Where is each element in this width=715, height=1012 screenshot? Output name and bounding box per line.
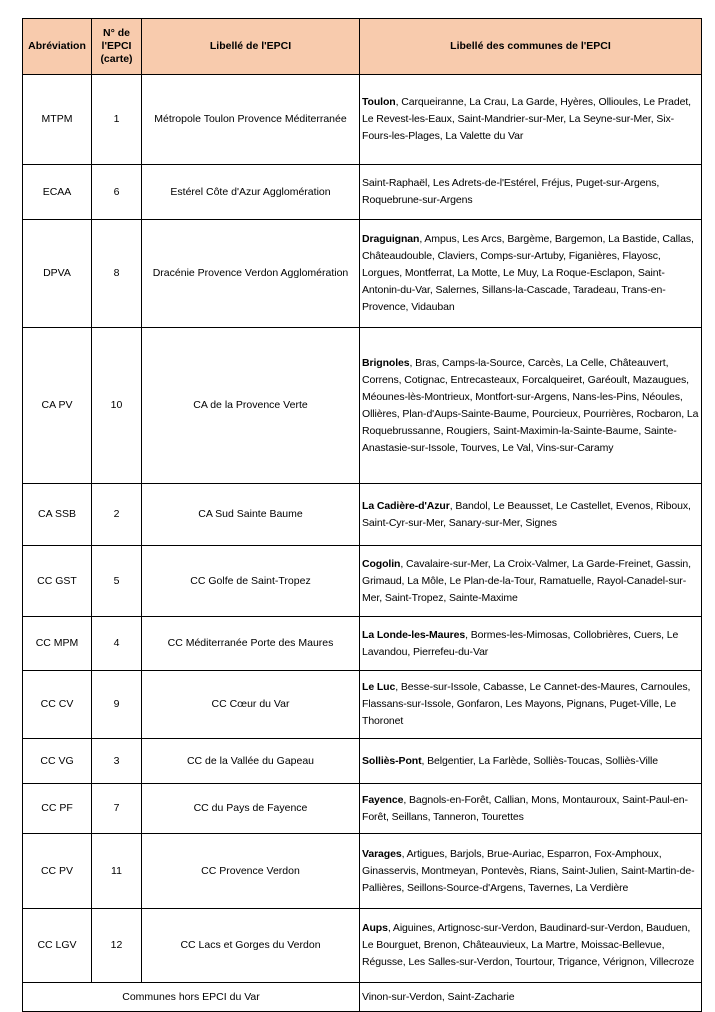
chef-lieu: Varages <box>362 847 402 860</box>
number-cell: 7 <box>92 784 142 834</box>
table-row <box>23 834 702 909</box>
communes-cell <box>360 617 702 671</box>
communes-cell <box>360 671 702 739</box>
communes-cell <box>360 739 702 784</box>
communes-list: , Besse-sur-Issole, Cabasse, Le Cannet-des-Maures, Carnoules, Flassans-sur-Issole, Gonfaron, Les Mayons, Pignans, Puget-Ville, Le Thoronet <box>362 681 691 727</box>
abbreviation-cell: CA PV <box>23 328 92 484</box>
hors-epci-label: Communes hors EPCI du Var <box>23 983 360 1012</box>
chef-lieu: Solliès-Pont <box>362 754 422 767</box>
header-number: N° de l'EPCI (carte) <box>92 19 142 75</box>
epci-label-cell: CC Lacs et Gorges du Verdon <box>142 909 360 983</box>
epci-label-cell: CC Cœur du Var <box>142 671 360 739</box>
header-row <box>23 19 702 75</box>
chef-lieu: La Cadière-d'Azur <box>362 499 450 512</box>
number-cell: 9 <box>92 671 142 739</box>
epci-label-cell: CC Golfe de Saint-Tropez <box>142 546 360 617</box>
number-cell: 8 <box>92 220 142 328</box>
abbreviation-cell: MTPM <box>23 75 92 165</box>
abbreviation-cell: CC CV <box>23 671 92 739</box>
footer-row <box>23 983 702 1012</box>
epci-label-cell: CA de la Provence Verte <box>142 328 360 484</box>
epci-label-cell: CC Provence Verdon <box>142 834 360 909</box>
number-cell: 2 <box>92 484 142 546</box>
communes-list: , Ampus, Les Arcs, Bargème, Bargemon, La Bastide, Callas, Châteaudouble, Claviers, Comps-sur-Artuby, Figanières, Flayosc, Lorgues, Montferrat, La Motte, Le Muy, La Roque-Esclapon, Saint-Antonin-du-Var, Salernes, Sillans-la-Cascade, Taradeau, Trans-en-Provence, Vidauban <box>362 233 694 313</box>
communes-list: Saint-Raphaël, Les Adrets-de-l'Estérel, Fréjus, Puget-sur-Argens, Roquebrune-sur-Argens <box>362 177 660 206</box>
communes-cell <box>360 834 702 909</box>
header-communes: Libellé des communes de l'EPCI <box>360 19 702 75</box>
epci-label-cell: CC de la Vallée du Gapeau <box>142 739 360 784</box>
chef-lieu: Draguignan <box>362 233 420 245</box>
communes-list: , Belgentier, La Farlède, Solliès-Toucas, Solliès-Ville <box>421 754 658 767</box>
communes-list: , Bandol, Le Beausset, Le Castellet, Evenos, Riboux, Saint-Cyr-sur-Mer, Sanary-sur-Mer, Signes <box>362 499 691 529</box>
table-row <box>23 165 702 220</box>
abbreviation-cell: CC PV <box>23 834 92 909</box>
communes-list: , Cavalaire-sur-Mer, La Croix-Valmer, La Garde-Freinet, Gassin, Grimaud, La Môle, Le Plan-de-la-Tour, Ramatuelle, Rayol-Canadel-sur-Mer, Saint-Tropez, Sainte-Maxime <box>362 557 691 604</box>
chef-lieu: Fayence <box>362 793 404 806</box>
table-row <box>23 220 702 328</box>
epci-table <box>22 18 702 1012</box>
epci-label-cell: Estérel Côte d'Azur Agglomération <box>142 165 360 220</box>
abbreviation-cell: CC GST <box>23 546 92 617</box>
epci-label-cell: CA Sud Sainte Baume <box>142 484 360 546</box>
chef-lieu: Cogolin <box>362 557 401 570</box>
abbreviation-cell: CC MPM <box>23 617 92 671</box>
header-epci-label: Libellé de l'EPCI <box>142 19 360 75</box>
number-cell: 3 <box>92 739 142 784</box>
table-row <box>23 546 702 617</box>
number-cell: 10 <box>92 328 142 484</box>
table-row <box>23 75 702 165</box>
chef-lieu: Brignoles <box>362 356 410 369</box>
communes-list: , Bormes-les-Mimosas, Collobrières, Cuers, Le Lavandou, Pierrefeu-du-Var <box>362 628 679 658</box>
communes-list: , Carqueiranne, La Crau, La Garde, Hyères, Ollioules, Le Pradet, Le Revest-les-Eaux, Saint-Mandrier-sur-Mer, La Seyne-sur-Mer, Six-Fours-les-Plages, La Valette du Var <box>362 96 691 142</box>
table-row <box>23 909 702 983</box>
communes-cell <box>360 328 702 484</box>
epci-label-cell: CC Méditerranée Porte des Maures <box>142 617 360 671</box>
epci-table-container <box>22 18 702 1012</box>
communes-cell <box>360 165 702 220</box>
communes-cell <box>360 909 702 983</box>
number-cell: 6 <box>92 165 142 220</box>
chef-lieu: Toulon <box>362 96 396 108</box>
chef-lieu: Aups <box>362 922 388 934</box>
communes-cell <box>360 546 702 617</box>
table-row <box>23 784 702 834</box>
communes-cell <box>360 220 702 328</box>
table-row <box>23 484 702 546</box>
number-cell: 5 <box>92 546 142 617</box>
table-row <box>23 671 702 739</box>
communes-list: , Aiguines, Artignosc-sur-Verdon, Baudinard-sur-Verdon, Bauduen, Le Bourguet, Brenon, Châteauvieux, La Martre, Moissac-Bellevue, Régusse, Les Salles-sur-Verdon, Tourtour, Trigance, Vérignon, Villecroze <box>362 922 695 968</box>
communes-list: , Bras, Camps-la-Source, Carcès, La Celle, Châteauvert, Correns, Cotignac, Entrecasteaux, Forcalqueiret, Garéoult, Mazaugues, Méounes-lès-Montrieux, Montfort-sur-Argens, Nans-les-Pins, Néoules, Ollières, Plan-d'Aups-Sainte-Baume, Pourcieux, Pourrières, Rocbaron, La Roquebrussanne, Rougiers, Saint-Maximin-la-Sainte-Baume, Sainte-Anastasie-sur-Issole, Tourves, Le Val, Vins-sur-Caramy <box>362 356 699 454</box>
abbreviation-cell: DPVA <box>23 220 92 328</box>
number-cell: 12 <box>92 909 142 983</box>
table-row <box>23 739 702 784</box>
communes-cell <box>360 75 702 165</box>
communes-cell <box>360 484 702 546</box>
abbreviation-cell: CC PF <box>23 784 92 834</box>
chef-lieu: La Londe-les-Maures <box>362 628 466 641</box>
number-cell: 11 <box>92 834 142 909</box>
abbreviation-cell: CA SSB <box>23 484 92 546</box>
number-cell: 4 <box>92 617 142 671</box>
abbreviation-cell: CC LGV <box>23 909 92 983</box>
abbreviation-cell: CC VG <box>23 739 92 784</box>
chef-lieu: Le Luc <box>362 681 396 693</box>
communes-cell <box>360 784 702 834</box>
hors-epci-communes: Vinon-sur-Verdon, Saint-Zacharie <box>360 983 702 1012</box>
number-cell: 1 <box>92 75 142 165</box>
communes-list: , Bagnols-en-Forêt, Callian, Mons, Montauroux, Saint-Paul-en-Forêt, Seillans, Tanneron, Tourettes <box>362 793 688 823</box>
communes-list: , Artigues, Barjols, Brue-Auriac, Esparron, Fox-Amphoux, Ginasservis, Montmeyan, Pontevès, Rians, Saint-Julien, Saint-Martin-de-Pallières, Seillons-Source-d'Argens, Tavernes, La Verdière <box>362 847 695 894</box>
table-row <box>23 328 702 484</box>
header-abbreviation: Abréviation <box>23 19 92 75</box>
abbreviation-cell: ECAA <box>23 165 92 220</box>
epci-label-cell: Dracénie Provence Verdon Agglomération <box>142 220 360 328</box>
epci-label-cell: CC du Pays de Fayence <box>142 784 360 834</box>
table-row <box>23 617 702 671</box>
epci-label-cell: Métropole Toulon Provence Méditerranée <box>142 75 360 165</box>
